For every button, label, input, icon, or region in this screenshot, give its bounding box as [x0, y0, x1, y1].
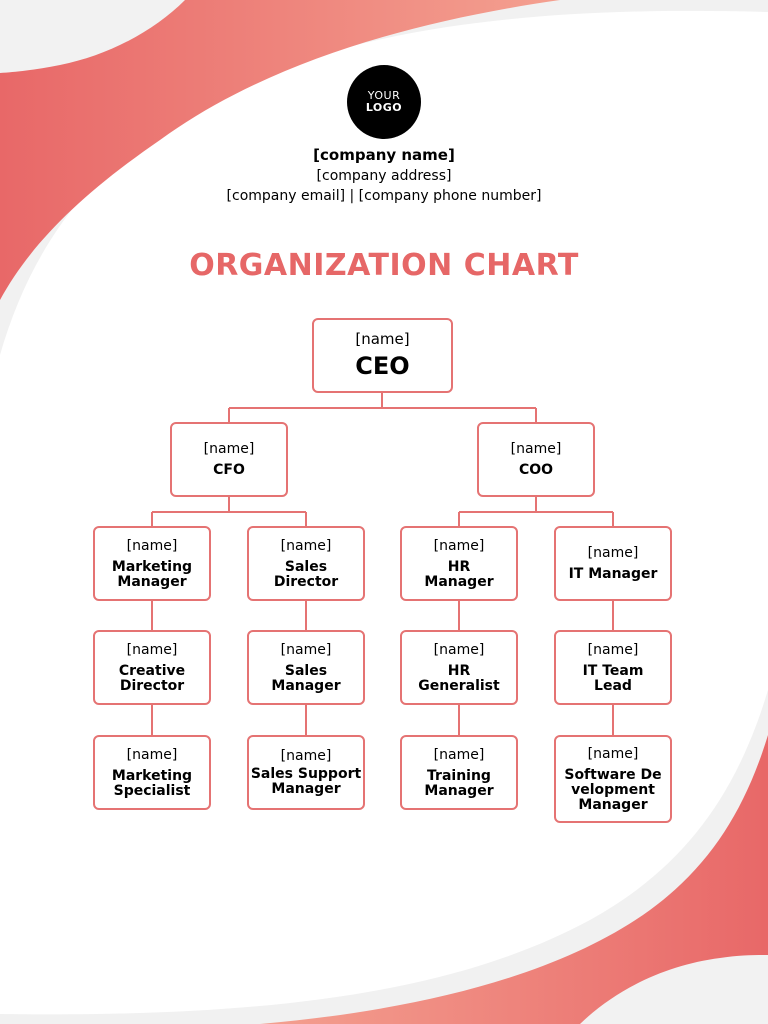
role-label: CEO	[355, 352, 410, 380]
org-box-marketing-specialist	[93, 735, 211, 810]
org-box-sales-director	[247, 526, 365, 601]
role-label: IT Manager	[568, 566, 658, 582]
org-box-software-development-manager	[554, 735, 672, 823]
org-box-creative-director	[93, 630, 211, 705]
org-box-training-manager	[400, 735, 518, 810]
name-placeholder: [name]	[126, 641, 178, 658]
org-box-ceo	[312, 318, 453, 393]
org-box-marketing-manager	[93, 526, 211, 601]
name-placeholder: [name]	[433, 746, 485, 763]
name-placeholder: [name]	[280, 537, 332, 554]
org-box-sales-support-manager	[247, 735, 365, 810]
name-placeholder: [name]	[280, 641, 332, 658]
logo-line-1: YOUR	[367, 89, 401, 102]
org-box-cfo	[170, 422, 288, 497]
name-placeholder: [name]	[587, 545, 639, 561]
org-box-sales-manager	[247, 630, 365, 705]
role-label: CFO	[213, 462, 245, 478]
role-label: IT Team Lead	[582, 662, 644, 694]
role-label: Software Development Manager	[564, 766, 662, 813]
role-label: COO	[518, 462, 554, 478]
name-placeholder: [name]	[510, 441, 562, 457]
role-label: Training Manager	[424, 767, 494, 799]
name-placeholder: [name]	[433, 537, 485, 554]
org-box-hr-generalist	[400, 630, 518, 705]
name-placeholder: [name]	[587, 745, 639, 762]
company-name: [company name]	[313, 146, 455, 164]
role-label: Marketing Manager	[111, 558, 193, 590]
org-box-hr-manager	[400, 526, 518, 601]
name-placeholder: [name]	[433, 641, 485, 658]
logo-line-2: LOGO	[365, 101, 403, 114]
company-logo	[347, 65, 421, 139]
role-label: HR Manager	[424, 558, 494, 590]
page-title: ORGANIZATION CHART	[189, 248, 579, 283]
role-label: HR Generalist	[418, 662, 500, 694]
role-label: Sales Director	[273, 558, 339, 590]
name-placeholder: [name]	[355, 330, 410, 348]
name-placeholder: [name]	[587, 641, 639, 658]
org-box-coo	[477, 422, 595, 497]
name-placeholder: [name]	[126, 537, 178, 554]
role-label: Sales Manager	[271, 662, 341, 694]
name-placeholder: [name]	[126, 746, 178, 763]
company-contact: [company email] | [company phone number]	[226, 188, 542, 204]
role-label: Marketing Specialist	[111, 767, 193, 799]
name-placeholder: [name]	[280, 748, 332, 764]
role-label: Sales Support Manager	[250, 766, 362, 797]
org-box-it-manager	[554, 526, 672, 601]
company-address: [company address]	[316, 168, 452, 184]
name-placeholder: [name]	[203, 441, 255, 457]
role-label: Creative Director	[118, 662, 186, 694]
org-box-it-team-lead	[554, 630, 672, 705]
